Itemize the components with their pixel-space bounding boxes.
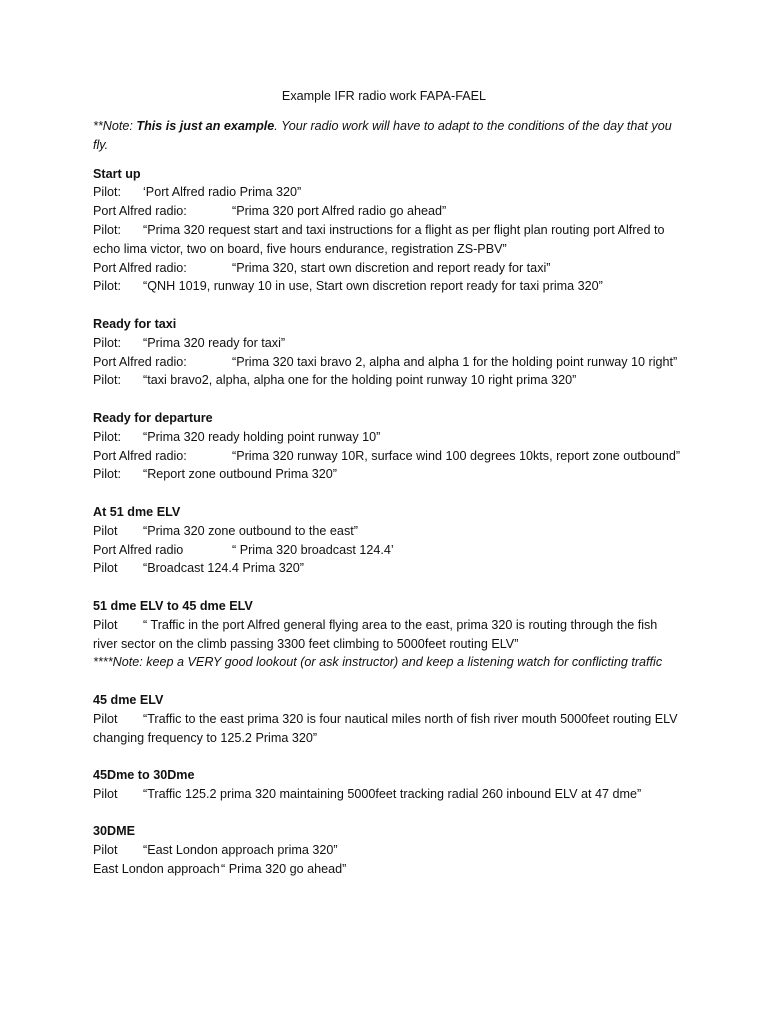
radio-call-line	[93, 259, 683, 278]
section	[93, 597, 683, 672]
radio-call-line	[93, 841, 683, 860]
speaker-label: Pilot:	[93, 185, 121, 200]
transmission-text: “Prima 320, start own discretion and report ready for taxi”	[232, 260, 551, 275]
document-title: Example IFR radio work FAPA-FAEL	[281, 89, 487, 103]
transmission-text: “Report zone outbound Prima 320”	[143, 467, 337, 482]
transmission-text: “ Prima 320 broadcast 124.4’	[232, 542, 394, 557]
note-emphasis: This is just an example	[136, 119, 275, 133]
radio-call-line	[93, 334, 683, 353]
section	[93, 822, 683, 878]
section-heading: 45 dme ELV	[93, 692, 164, 707]
radio-call-line	[93, 277, 683, 296]
transmission-text: “ Traffic in the port Alfred general flying area to the east, prima 320 is routing through the fish river sector on the climb passing 3300 feet climbing to 5000feet routing ELV”	[93, 617, 658, 651]
section-heading: 30DME	[93, 824, 135, 839]
section	[93, 691, 683, 747]
document-body	[93, 117, 683, 879]
section	[93, 315, 683, 390]
radio-call-sections	[93, 165, 683, 879]
radio-call-line	[93, 785, 683, 804]
radio-call-line	[93, 353, 683, 372]
transmission-text: “Traffic to the east prima 320 is four nautical miles north of fish river mouth 5000feet routing ELV changing frequency to 125.2 Prima 320”	[93, 711, 678, 745]
section	[93, 766, 683, 804]
section-heading: Start up	[93, 166, 141, 181]
transmission-text: “QNH 1019, runway 10 in use, Start own discretion report ready for taxi prima 320”	[143, 279, 603, 294]
section-heading: Ready for departure	[93, 410, 213, 425]
radio-call-line	[93, 616, 683, 654]
transmission-text: “Broadcast 124.4 Prima 320”	[143, 561, 305, 576]
transmission-text: “Prima 320 ready for taxi”	[143, 335, 286, 350]
note-prefix: **Note:	[93, 119, 137, 133]
transmission-text: “East London approach prima 320”	[143, 843, 338, 858]
speaker-label: Pilot:	[93, 467, 121, 482]
speaker-label: Port Alfred radio:	[93, 260, 187, 275]
speaker-label: Pilot	[93, 617, 118, 632]
radio-call-line	[93, 221, 683, 259]
radio-call-line	[93, 522, 683, 541]
radio-call-line	[93, 371, 683, 390]
section	[93, 503, 683, 578]
section	[93, 409, 683, 484]
radio-call-line	[93, 428, 683, 447]
speaker-label: Pilot	[93, 561, 118, 576]
speaker-label: Port Alfred radio:	[93, 204, 187, 219]
transmission-text: “taxi bravo2, alpha, alpha one for the holding point runway 10 right prima 320”	[143, 373, 577, 388]
speaker-label: Pilot:	[93, 335, 121, 350]
speaker-label: Pilot	[93, 786, 118, 801]
speaker-label: Pilot	[93, 523, 118, 538]
radio-call-line	[93, 559, 683, 578]
transmission-text: ‘Port Alfred radio Prima 320”	[143, 185, 302, 200]
transmission-text: “Prima 320 ready holding point runway 10”	[143, 429, 381, 444]
section-heading: 51 dme ELV to 45 dme ELV	[93, 598, 253, 613]
speaker-label: East London approach	[93, 862, 220, 877]
transmission-text: “Prima 320 port Alfred radio go ahead”	[232, 204, 447, 219]
speaker-label: Pilot:	[93, 373, 121, 388]
speaker-label: Pilot	[93, 843, 118, 858]
section-heading: 45Dme to 30Dme	[93, 768, 195, 783]
radio-call-line	[93, 541, 683, 560]
radio-call-line	[93, 183, 683, 202]
speaker-label: Pilot:	[93, 429, 121, 444]
transmission-text: “Traffic 125.2 prima 320 maintaining 5000feet tracking radial 260 inbound ELV at 47 dme”	[143, 786, 642, 801]
section	[93, 165, 683, 297]
transmission-text: “Prima 320 request start and taxi instructions for a flight as per flight plan routing port Alfred to echo lima victor, two on board, five hours endurance, registration ZS-PBV”	[93, 222, 665, 256]
radio-call-line	[93, 860, 683, 879]
speaker-label: Port Alfred radio	[93, 542, 184, 557]
speaker-label: Port Alfred radio:	[93, 448, 187, 463]
transmission-text: “Prima 320 runway 10R, surface wind 100 degrees 10kts, report zone outbound”	[232, 448, 681, 463]
radio-call-line	[93, 710, 683, 748]
radio-call-line	[93, 202, 683, 221]
radio-call-line	[93, 465, 683, 484]
section-heading: At 51 dme ELV	[93, 504, 181, 519]
lookout-warning: ****Note: keep a VERY good lookout (or ask instructor) and keep a listening watch for conflicting traffic	[93, 655, 663, 670]
transmission-text: “Prima 320 taxi bravo 2, alpha and alpha 1 for the holding point runway 10 right”	[232, 354, 678, 369]
disclaimer-note	[93, 117, 683, 155]
radio-call-line	[93, 447, 683, 466]
speaker-label: Port Alfred radio:	[93, 354, 187, 369]
section-heading: Ready for taxi	[93, 316, 177, 331]
transmission-text: “Prima 320 zone outbound to the east”	[143, 523, 358, 538]
transmission-text: “ Prima 320 go ahead”	[221, 862, 347, 877]
speaker-label: Pilot	[93, 711, 118, 726]
speaker-label: Pilot:	[93, 222, 121, 237]
note-text: . Your radio work will have to adapt to the conditions of the day that you fly.	[93, 119, 672, 152]
speaker-label: Pilot:	[93, 279, 121, 294]
